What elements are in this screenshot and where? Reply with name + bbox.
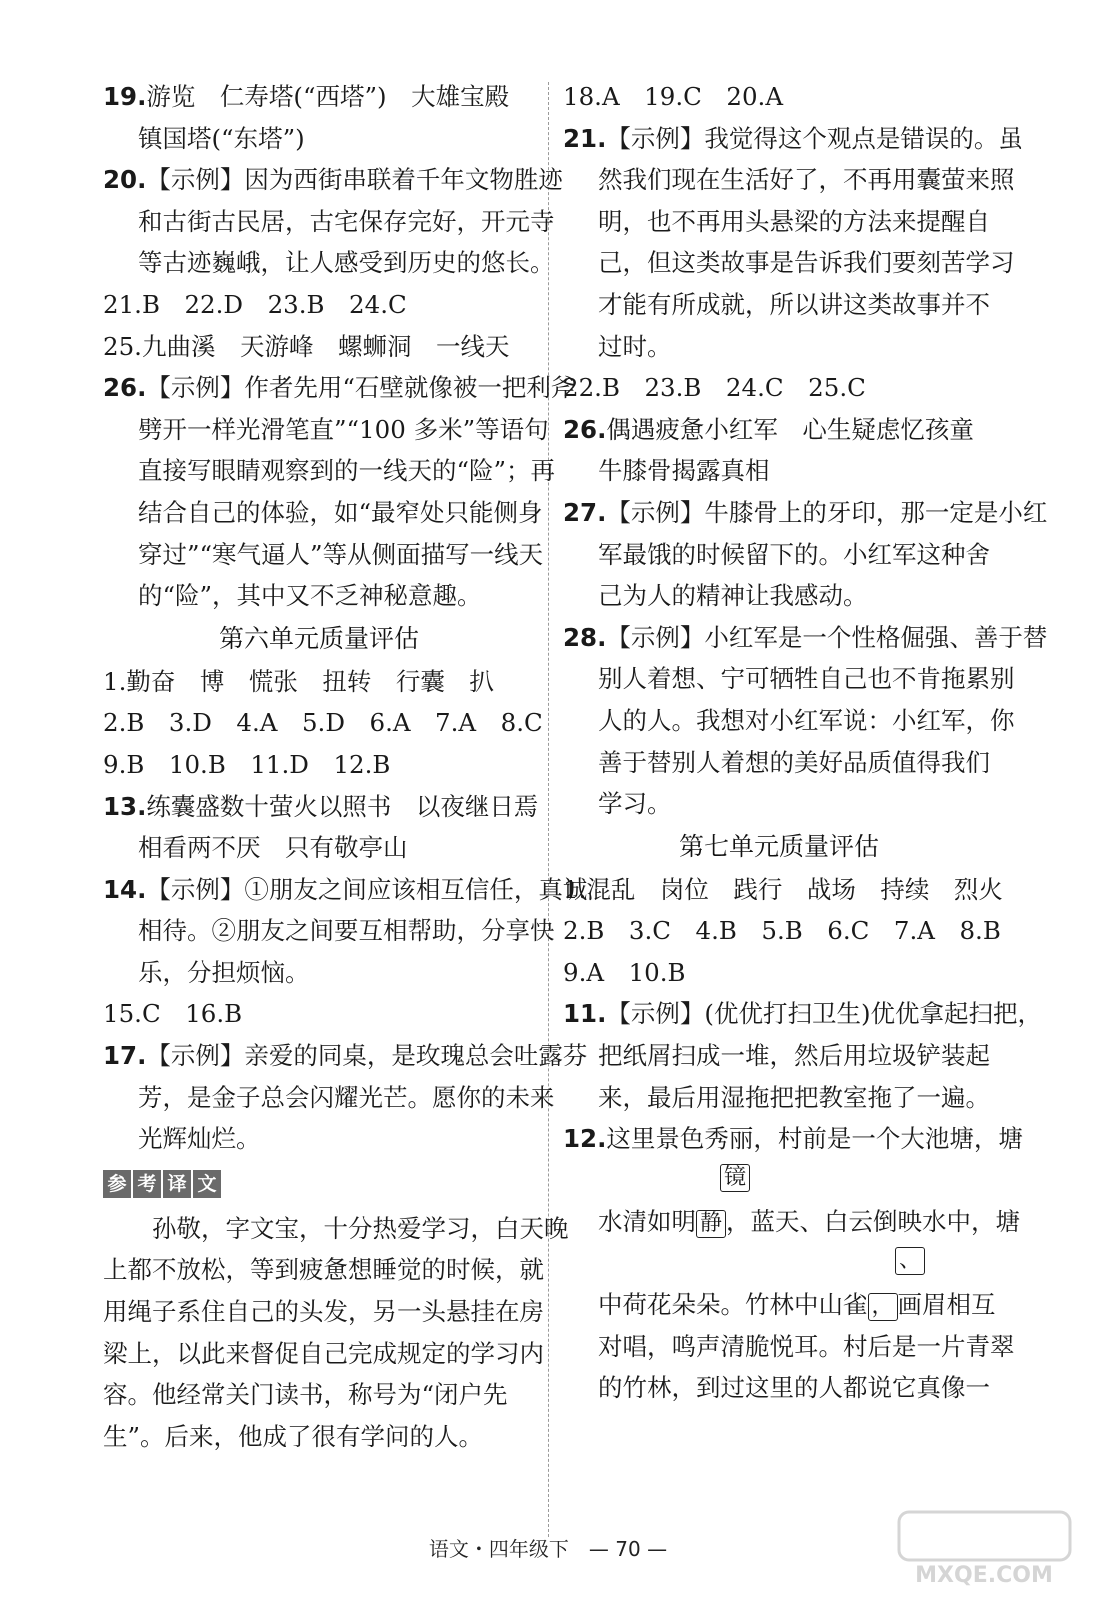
u7-answer-9-10: 9.A 10.B: [563, 957, 686, 987]
page-footer: 语文・四年级下 — 70 —: [428, 1537, 668, 1561]
title-char: 译: [163, 1170, 191, 1198]
answer-text: 穿过”“寒气逼人”等从侧面描写一线天: [138, 539, 544, 569]
translation-line: 上都不放松，等到疲惫想睡觉的时候，就: [103, 1255, 544, 1285]
answer-text: 军最饿的时候留下的。小红军这种舍: [598, 539, 990, 569]
answer-text: 过时。: [598, 331, 672, 361]
u7-answer-12: [563, 1118, 1023, 1160]
answer-text: 镇国塔(“东塔”): [138, 123, 305, 153]
u6-answer-2-8: 2.B 3.D 4.A 5.D 6.A 7.A 8.C: [103, 708, 543, 738]
answer-text: 把纸屑扫成一堆，然后用垃圾铲装起: [598, 1041, 990, 1071]
answer-27: [563, 492, 1048, 534]
answer-text: 己，但这类故事是告诉我们要刻苦学习: [598, 248, 1015, 278]
right-column: [563, 76, 1048, 1409]
answer-text: 【示例】作者先用“石壁就像被一把利斧: [146, 373, 576, 403]
answer-text: 这里景色秀丽，村前是一个大池塘，塘: [606, 1124, 1023, 1154]
answer-text: 直接写眼睛观察到的一线天的“险”；再: [138, 456, 556, 486]
answer-text: 【示例】(优优打扫卫生)优优拿起扫把，: [606, 999, 1043, 1029]
answer-number: 13.: [103, 791, 147, 821]
u7-answer-11: [563, 993, 1043, 1035]
watermark-logo: [897, 1510, 1072, 1590]
answer-number: 26.: [103, 373, 147, 403]
u6-answer-13: [103, 786, 539, 828]
section-heading-unit6: 第六单元质量评估: [218, 623, 419, 653]
answer-text: 【示例】亲爱的同桌，是玫瑰总会吐露芬: [146, 1041, 588, 1071]
answer-text: 芳，是金子总会闪耀光芒。愿你的未来: [138, 1082, 555, 1112]
correction-line-2: [563, 1243, 995, 1326]
answer-text: 学习。: [598, 789, 672, 819]
answer-text: 己为人的精神让我感动。: [598, 581, 868, 611]
section-heading-unit7: 第七单元质量评估: [678, 831, 879, 861]
answer-number: 19.: [103, 82, 147, 111]
answer-choices-18-20: 18.A 19.C 20.A: [563, 82, 784, 111]
error-mark: 静: [696, 1210, 726, 1238]
u7-answer-1: 1.混乱 岗位 践行 战场 持续 烈火: [563, 874, 1003, 904]
answer-text: 来，最后用湿拖把把教室拖了一遍。: [598, 1082, 990, 1112]
answer-number: 12.: [563, 1124, 607, 1154]
answer-text: 相看两不厌 只有敬亭山: [138, 833, 408, 863]
answer-text: 练囊盛数十萤火以照书 以夜继日焉: [146, 791, 539, 821]
answer-28: [563, 617, 1048, 659]
answer-text: 牛膝骨揭露真相: [598, 456, 770, 486]
answer-text: 等古迹巍峨，让人感受到历史的悠长。: [138, 248, 555, 278]
answer-number: 28.: [563, 622, 607, 652]
answer-text: 乐，分担烦恼。: [138, 957, 310, 987]
answer-number: 20.: [103, 165, 147, 195]
u6-answer-15-16: 15.C 16.B: [103, 999, 243, 1029]
answer-choices-22-25: 22.B 23.B 24.C 25.C: [563, 373, 866, 403]
answer-text: 【示例】①朋友之间应该相互信任，真诚: [146, 874, 588, 904]
title-char: 考: [133, 1170, 161, 1198]
translation-line: 容。他经常关门读书，称号为“闭户先: [103, 1380, 508, 1410]
answer-text: 善于替别人着想的美好品质值得我们: [598, 747, 990, 777]
u6-answer-17: [103, 1035, 588, 1077]
answer-text: 中荷花朵朵。竹林中山雀: [598, 1290, 868, 1320]
answer-text: 对唱，鸣声清脆悦耳。村后是一片青翠: [598, 1331, 1015, 1361]
answer-text: 才能有所成就，所以讲这类故事并不: [598, 289, 990, 319]
answer-text: 的竹林，到过这里的人都说它真像一: [598, 1373, 990, 1403]
answer-text: 别人着想、宁可牺牲自己也不肯拖累别: [598, 664, 1015, 694]
column-divider: [548, 82, 549, 1537]
error-mark: ，: [868, 1293, 898, 1321]
answer-25: 25.九曲溪 天游峰 螺蛳洞 一线天: [103, 331, 510, 361]
answer-text: 【示例】牛膝骨上的牙印，那一定是小红: [606, 497, 1048, 527]
translation-line: 梁上，以此来督促自己完成规定的学习内: [103, 1338, 544, 1368]
answer-text: 结合自己的体验，如“最窄处只能侧身: [138, 497, 543, 527]
correction-mark: 镜: [720, 1164, 750, 1192]
answer-text: 劈开一样光滑笔直”“100 多米”等语句: [138, 414, 549, 444]
u6-answer-1: 1.勤奋 博 慌张 扭转 行囊 扒: [103, 666, 494, 696]
u6-answer-14: [103, 869, 588, 911]
answer-text: 偶遇疲惫小红军 心生疑虑忆孩童: [606, 414, 974, 444]
answer-text: 画眉相互: [897, 1290, 996, 1320]
answer-26: [103, 367, 576, 409]
answer-number: 27.: [563, 497, 607, 527]
answer-text: 明，也不再用头悬梁的方法来提醒自: [598, 206, 990, 236]
answer-number: 14.: [103, 874, 147, 904]
answer-26: [563, 409, 995, 451]
answer-choices-21-24: 21.B 22.D 23.B 24.C: [103, 289, 407, 319]
answer-text: 然我们现在生活好了，不再用囊萤来照: [598, 165, 1015, 195]
title-char: 参: [103, 1170, 131, 1198]
answer-number: 11.: [563, 999, 607, 1029]
reference-translation-title: [103, 1160, 535, 1208]
answer-19: [103, 76, 535, 118]
correction-mark: 、: [895, 1247, 925, 1275]
answer-text: 【示例】小红军是一个性格倔强、善于替: [606, 622, 1048, 652]
watermark-text: MXQE.COM: [915, 1563, 1053, 1588]
answer-text: 【示例】因为西街串联着千年文物胜迹: [146, 165, 563, 195]
answer-text: 游览 仁寿塔(“西塔”) 大雄宝殿: [146, 82, 510, 111]
answer-21: [563, 118, 1023, 160]
translation-line: 孙敬，字文宝，十分热爱学习，白天晚: [103, 1213, 569, 1243]
answer-number: 26.: [563, 414, 607, 444]
correction-line-1: [563, 1160, 1021, 1243]
answer-text: 的“险”，其中又不乏神秘意趣。: [138, 581, 482, 611]
answer-text: 水清如明: [598, 1207, 696, 1237]
title-char: 文: [193, 1170, 221, 1198]
u6-answer-9-12: 9.B 10.B 11.D 12.B: [103, 749, 391, 779]
answer-number: 17.: [103, 1041, 147, 1071]
translation-line: 用绳子系住自己的头发，另一头悬挂在房: [103, 1297, 544, 1327]
answer-20: [103, 159, 563, 201]
answer-text: ，蓝天、白云倒映水中，塘: [726, 1207, 1021, 1237]
answer-text: 和古街古民居，古宅保存完好，开元寺: [138, 206, 555, 236]
answer-text: 相待。②朋友之间要互相帮助，分享快: [138, 916, 555, 946]
answer-text: 【示例】我觉得这个观点是错误的。虽: [606, 123, 1023, 153]
answer-text: 人的人。我想对小红军说：小红军，你: [598, 705, 1015, 735]
translation-line: 生”。后来，他成了很有学问的人。: [103, 1421, 484, 1451]
answer-text: 光辉灿烂。: [138, 1124, 261, 1154]
answer-number: 21.: [563, 123, 607, 153]
u7-answer-2-8: 2.B 3.C 4.B 5.B 6.C 7.A 8.B: [563, 916, 1001, 946]
